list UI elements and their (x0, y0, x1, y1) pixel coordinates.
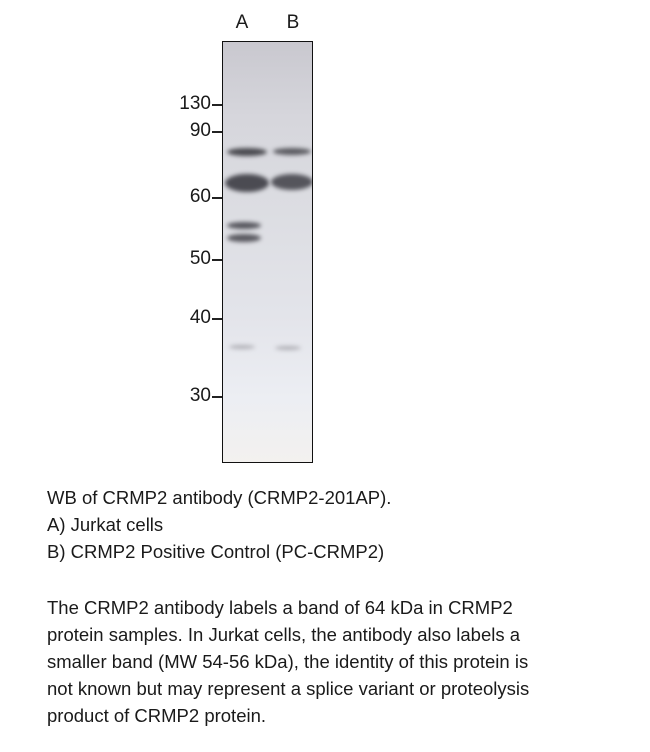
band-a-54 (227, 234, 261, 242)
paragraph-line: protein samples. In Jurkat cells, the antibody also labels a (47, 624, 521, 645)
band-a-56 (227, 222, 261, 229)
band-b-64 (271, 174, 313, 190)
paragraph-line: smaller band (MW 54-56 kDa), the identity of this protein is (47, 651, 529, 672)
tick-90 (212, 131, 222, 133)
tick-40 (212, 318, 222, 320)
tick-130 (212, 104, 222, 106)
band-a-64 (225, 174, 269, 192)
band-b-80 (273, 148, 311, 155)
tick-50 (212, 259, 222, 261)
marker-40: 40 (189, 307, 211, 328)
caption-title: WB of CRMP2 antibody (CRMP2-201AP). (47, 487, 392, 508)
paragraph-line: The CRMP2 antibody labels a band of 64 kDa in CRMP2 (47, 597, 513, 618)
marker-90: 90 (189, 120, 211, 141)
lane-label-a: A (235, 12, 249, 33)
marker-130: 130 (179, 93, 211, 114)
tick-60 (212, 197, 222, 199)
tick-30 (212, 396, 222, 398)
lane-label-b: B (286, 12, 300, 33)
band-b-35 (275, 346, 301, 350)
marker-50: 50 (189, 248, 211, 269)
paragraph-line: not known but may represent a splice variant or proteolysis (47, 678, 530, 699)
marker-60: 60 (189, 186, 211, 207)
paragraph-line: product of CRMP2 protein. (47, 705, 267, 726)
band-a-80 (227, 148, 267, 156)
band-a-35 (229, 345, 255, 349)
caption-lane-b: B) CRMP2 Positive Control (PC-CRMP2) (47, 541, 385, 562)
western-blot-image (222, 41, 313, 463)
caption-paragraph (47, 594, 529, 729)
marker-30: 30 (189, 385, 211, 406)
caption-lane-a: A) Jurkat cells (47, 514, 164, 535)
figure-caption (47, 484, 391, 565)
